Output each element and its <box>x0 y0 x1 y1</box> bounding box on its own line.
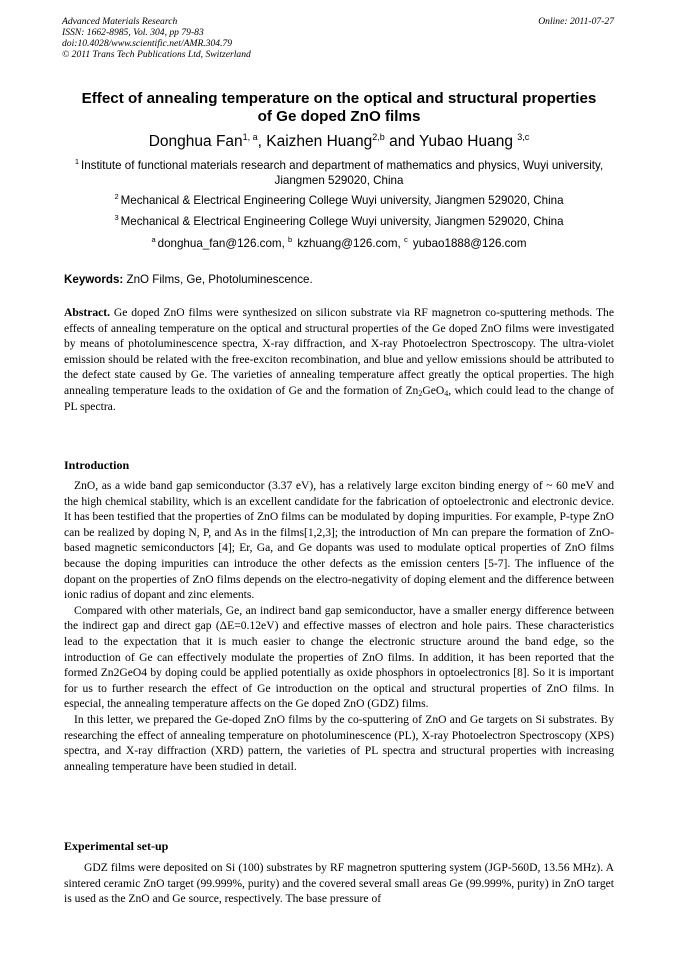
paper-title <box>40 90 638 126</box>
keywords-label: Keywords: <box>64 273 124 286</box>
intro-paragraph-3: In this letter, we prepared the Ge-doped ZnO films by the co-sputtering of ZnO and Ge targets on Si substrates. By researching the effect of annealing temperature on photoluminescence (PL), X-ray Photoelectron Spectroscopy (XPS) spectra, and X-ray diffraction (XRD) pattern, the varieties of PL spectra and structural properties with increasing annealing temperature have been studied in detail. <box>64 712 614 773</box>
affiliation-2-sup: 2 <box>114 192 119 201</box>
affiliation-3-sup: 3 <box>114 213 119 222</box>
author-list <box>40 132 638 151</box>
author-3-sup: 3,c <box>517 132 530 142</box>
intro-paragraph-1: ZnO, as a wide band gap semiconductor (3.37 eV), has a relatively large exciton binding energy of ~ 60 meV and the high chemical stability, which is an excellent candidate for the fabrication of optoelectronic and electronic device. It has been testified that the properties of ZnO films can be modulated by doping impurities. For example, P-type ZnO can be realized by doping N, P, and As in the films[1,2,3]; the introduction of Mn can prepare the formation of ZnO-based magnetic semiconductors [4]; Er, Ga, and Ge dopants was used to modulate optical properties of ZnO films because the doping impurities can introduce the other defects as the emission centers [5-7]. The influence of the dopant on the properties of ZnO films depends on the electro-negativity of doping element and the difference between ionic radius of dopant and zinc elements. <box>64 479 614 602</box>
author-2: , Kaizhen Huang <box>257 133 373 150</box>
journal-header <box>62 16 251 60</box>
experimental-heading: Experimental set-up <box>64 839 169 853</box>
copyright-line: © 2011 Trans Tech Publications Ltd, Switzerland <box>62 49 251 60</box>
affiliation-3 <box>66 214 612 229</box>
doi-line: doi:10.4028/www.scientific.net/AMR.304.79 <box>62 38 233 49</box>
abstract-text-2: GeO <box>422 383 445 397</box>
email-a-sup: a <box>151 235 156 244</box>
keywords-text: ZnO Films, Ge, Photoluminescence. <box>123 273 313 286</box>
email-c[interactable]: yubao1888@126.com <box>409 237 527 250</box>
author-2-sup: 2,b <box>372 132 385 142</box>
affiliation-2-text: Mechanical & Electrical Engineering College Wuyi university, Jiangmen 529020, China <box>120 194 564 207</box>
abstract <box>64 305 614 414</box>
affiliation-3-text: Mechanical & Electrical Engineering College Wuyi university, Jiangmen 529020, China <box>120 215 564 228</box>
affiliation-1-sup: 1 <box>74 157 79 166</box>
abstract-sub-2: 4 <box>444 388 449 398</box>
affiliation-1-text: Institute of functional materials research and department of mathematics and physics, Wuyi university, Jiangmen 529020, China <box>80 159 604 187</box>
affiliation-2 <box>66 193 612 208</box>
intro-paragraph-2: Compared with other materials, Ge, an indirect band gap semiconductor, have a smaller energy difference between the indirect gap and direct gap (ΔE=0.12eV) and effective masses of electron and hole pairs. These characteristics lead to the expectation that it is much easier to change the electronic structure around the band edge, so the introduction of Ge can effectively modulate the properties of ZnO films. In addition, it has been reported that the formed Zn2GeO4 by doping could be applied potentially as oxide phosphors in optoelectronics [8]. So it is important for us to further research the effect of Ge introduction on the optical and structural properties of ZnO films. In especial, the annealing temperature affects on the Ge doped ZnO (GDZ) films. <box>64 603 614 711</box>
email-a[interactable]: donghua_fan@126.com, <box>157 237 289 250</box>
author-1: Donghua Fan <box>148 133 243 150</box>
abstract-label: Abstract. <box>64 306 111 319</box>
abstract-sub-1: 2 <box>418 388 423 398</box>
introduction-body <box>64 478 614 774</box>
title-line-2: of Ge doped ZnO films <box>257 108 421 125</box>
abstract-text-1: Ge doped ZnO films were synthesized on silicon substrate via RF magnetron co-sputtering methods. The effects of annealing temperature on the optical and structural properties of the Ge doped ZnO films were investigated by means of photoluminescence spectra, X-ray diffraction, and X-ray Photoelectron Spectroscopy. The ultra-violet emission should be related with the free-exciton recombination, and blue and yellow emissions should be attributed to the defect state caused by Ge. The varieties of annealing temperature affect greatly the optical properties. The high annealing temperature leads to the oxidation of Ge and the formation of Zn <box>64 306 614 397</box>
introduction-heading: Introduction <box>64 458 130 472</box>
email-b-sup: b <box>288 235 293 244</box>
abstract-text-3: , which could lead to the change of PL spectra. <box>64 383 615 413</box>
email-b[interactable]: kzhuang@126.com, <box>294 237 404 250</box>
title-line-1: Effect of annealing temperature on the optical and structural properties <box>81 90 597 107</box>
experimental-paragraph-1: GDZ films were deposited on Si (100) substrates by RF magnetron sputtering system (JGP-560D, 13.56 MHz). A sintered ceramic ZnO target (99.999%, purity) and the covered several small areas Ge (99.999%, purity) in ZnO target is used as the ZnO and Ge source, respectively. The base pressure of <box>64 861 614 906</box>
author-emails <box>66 236 612 251</box>
author-3: and Yubao Huang <box>384 133 518 150</box>
affiliation-1 <box>66 158 612 188</box>
issn-line: ISSN: 1662-8985, Vol. 304, pp 79-83 <box>62 27 204 38</box>
keywords <box>64 272 313 287</box>
email-c-sup: c <box>403 235 408 244</box>
experimental-body <box>64 860 614 907</box>
journal-name: Advanced Materials Research <box>62 16 178 27</box>
online-date: Online: 2011-07-27 <box>538 16 614 27</box>
author-1-sup: 1, a <box>242 132 258 142</box>
